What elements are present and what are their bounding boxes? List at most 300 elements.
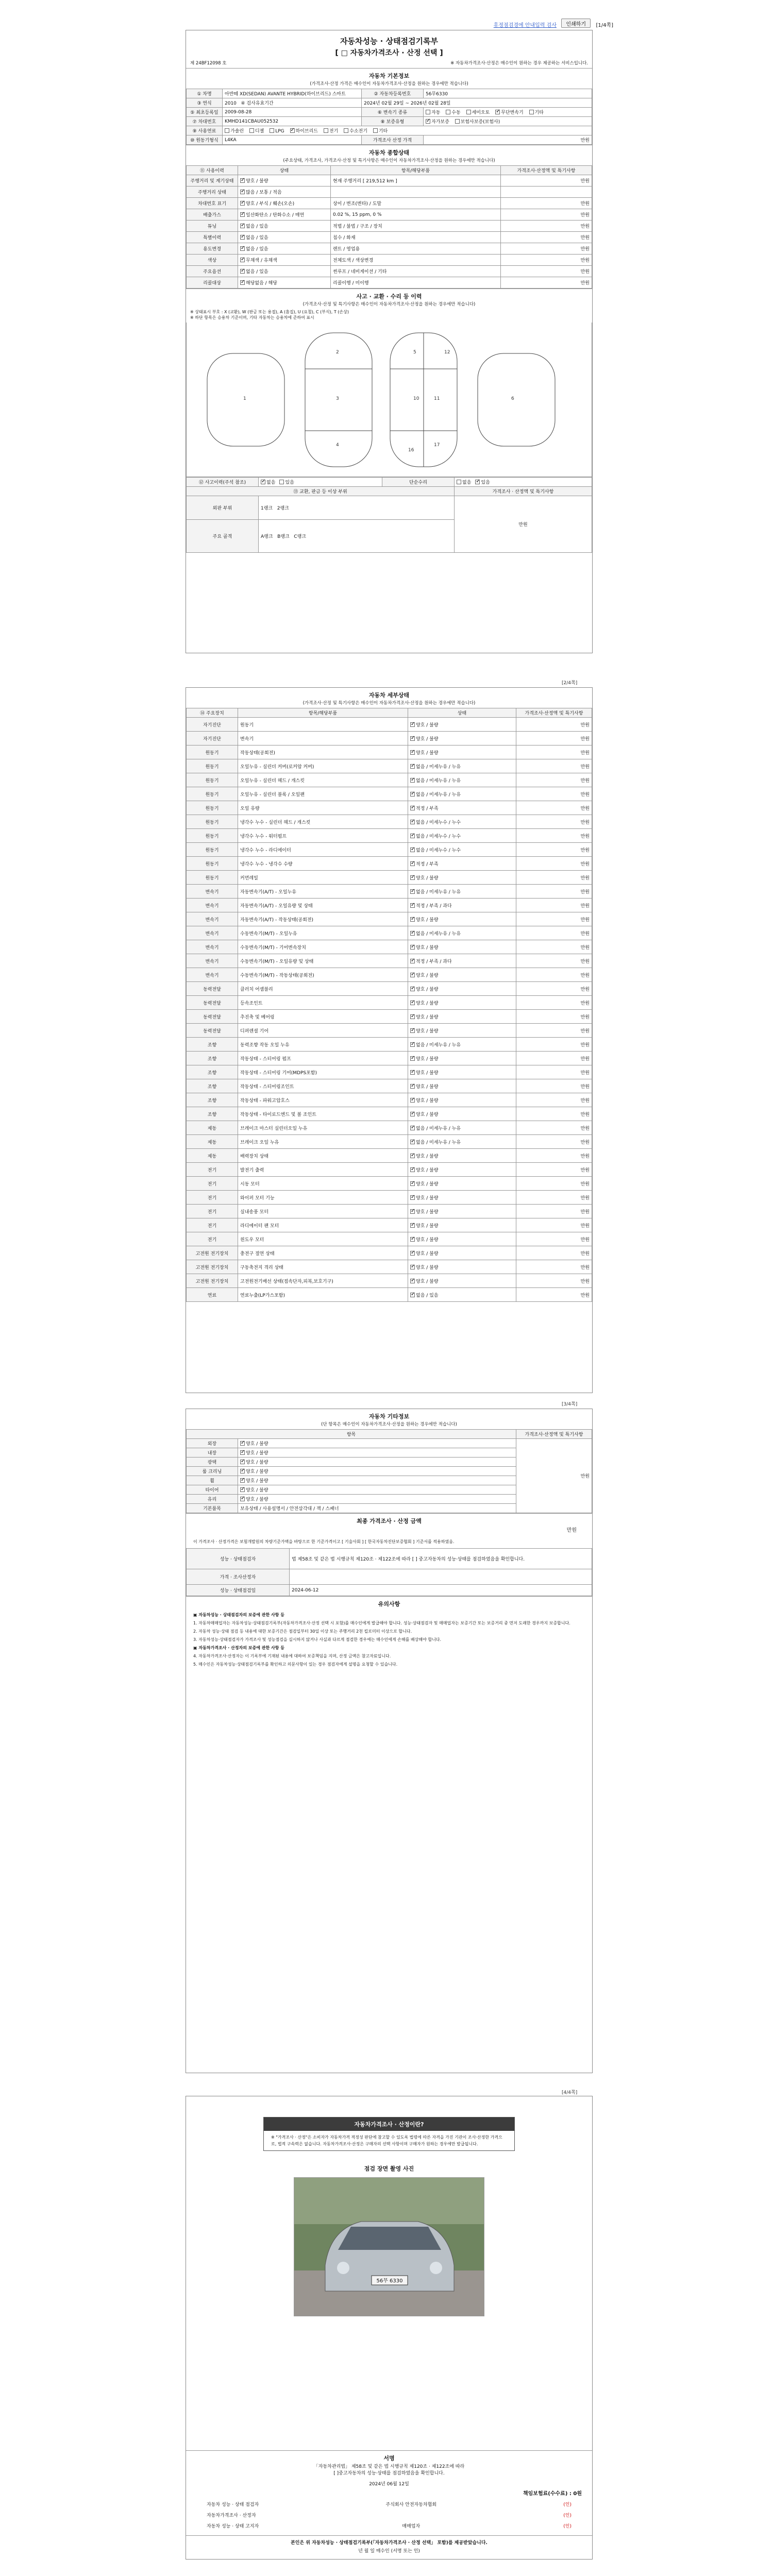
- item-state[interactable]: [408, 1024, 516, 1038]
- checkbox-checked[interactable]: [240, 1478, 245, 1483]
- basic-info-heading: 자동차 기본정보: [186, 68, 592, 80]
- fuel-opt[interactable]: [249, 127, 264, 134]
- checkbox-checked[interactable]: [410, 959, 415, 963]
- col-header: 상태: [408, 708, 516, 718]
- item-state[interactable]: [408, 1163, 516, 1177]
- checkbox-checked[interactable]: [410, 987, 415, 991]
- warranty-opt-insurer[interactable]: [455, 118, 500, 125]
- checkbox-checked[interactable]: [290, 128, 295, 133]
- checkbox-checked[interactable]: [410, 1098, 415, 1103]
- group-state[interactable]: [238, 1458, 516, 1467]
- checkbox-checked[interactable]: [410, 945, 415, 950]
- item-state[interactable]: [408, 718, 516, 732]
- item-label: 시동 모터: [238, 1177, 408, 1191]
- checkbox-checked[interactable]: [410, 764, 415, 769]
- checkbox-checked[interactable]: [410, 973, 415, 977]
- trans-label: ⑥ 변속기 종류: [362, 108, 424, 117]
- table-row: [187, 277, 592, 289]
- reg-no: 56무6330: [424, 89, 592, 98]
- item-state[interactable]: [408, 787, 516, 801]
- row-detail: 상이 / 변조(변타) / 도말: [331, 198, 501, 209]
- table-row: [187, 1107, 592, 1121]
- checkbox-checked[interactable]: [410, 1279, 415, 1283]
- checkbox-checked[interactable]: [410, 1112, 415, 1116]
- item-value: 만원: [516, 787, 592, 801]
- item-state[interactable]: [408, 1107, 516, 1121]
- item-state[interactable]: [408, 871, 516, 885]
- item-label: 수동변속기(M/T) - 오일유량 및 상태: [238, 954, 408, 968]
- checkbox-checked[interactable]: [410, 1154, 415, 1158]
- item-state[interactable]: [408, 1079, 516, 1093]
- stamp: (인): [563, 2502, 572, 2507]
- fuel-opt[interactable]: [373, 127, 388, 134]
- row-value: [501, 187, 592, 198]
- item-state[interactable]: [408, 773, 516, 787]
- item-label: 작동상태(공회전): [238, 745, 408, 759]
- item-label: 자동변속기(A/T) - 오일유량 및 상태: [238, 899, 408, 912]
- item-value: 만원: [516, 1205, 592, 1218]
- checkbox[interactable]: [344, 128, 348, 133]
- checkbox-checked[interactable]: [426, 119, 430, 124]
- checkbox-checked[interactable]: [410, 1140, 415, 1144]
- group-state[interactable]: [238, 1448, 516, 1458]
- item-state[interactable]: [408, 940, 516, 954]
- checkbox-checked[interactable]: [240, 1487, 245, 1492]
- row-state[interactable]: [238, 266, 331, 277]
- spacer: [186, 2316, 592, 2450]
- item-label: 연료누출(LP가스포함): [238, 1288, 408, 1302]
- table-row: [187, 1246, 592, 1260]
- warranty-label: ⑧ 보증유형: [362, 117, 424, 126]
- group-label: 전기: [187, 1177, 238, 1191]
- item-state[interactable]: [408, 899, 516, 912]
- state-text: 없음 / 있음: [416, 1293, 439, 1298]
- role-org: 주식회사 안전자동차협회: [385, 2502, 437, 2507]
- checkbox[interactable]: [529, 110, 534, 114]
- group-state[interactable]: [238, 1495, 516, 1504]
- checkbox-checked[interactable]: [240, 1460, 245, 1464]
- group-label: 유리: [187, 1495, 238, 1504]
- page-3-tag: [3/4쪽]: [562, 1402, 578, 1407]
- photo-heading: 점검 장면 촬영 사진: [364, 2165, 414, 2172]
- group-label: 전기: [187, 1205, 238, 1218]
- checkbox-checked[interactable]: [410, 889, 415, 894]
- item-state[interactable]: [408, 968, 516, 982]
- engine-label: ⑩ 원동기형식: [187, 135, 223, 145]
- group-state[interactable]: [238, 1485, 516, 1495]
- checkbox-checked[interactable]: [410, 736, 415, 741]
- checkbox-checked[interactable]: [410, 931, 415, 936]
- table-row: [187, 885, 592, 899]
- checkbox-checked[interactable]: [240, 224, 245, 228]
- checkbox-checked[interactable]: [240, 246, 245, 251]
- table-row: [187, 1549, 592, 1569]
- row-state[interactable]: [238, 243, 331, 255]
- checkbox-checked[interactable]: [240, 1450, 245, 1455]
- checkbox[interactable]: [279, 480, 284, 484]
- svg-text:6: 6: [511, 396, 514, 401]
- item-label: 오일 유량: [238, 801, 408, 815]
- checkbox[interactable]: [446, 110, 450, 114]
- item-label: 작동상태 - 스티어링 펌프: [238, 1052, 408, 1065]
- item-state[interactable]: [408, 1121, 516, 1135]
- row-state[interactable]: [238, 198, 331, 209]
- item-state[interactable]: [408, 1205, 516, 1218]
- item-label: 냉각수 누수 - 라디에이터: [238, 843, 408, 857]
- rank-2: 2랭크: [277, 506, 289, 511]
- row-label: 용도변경: [187, 243, 238, 255]
- item-state[interactable]: [408, 1246, 516, 1260]
- item-label: 수동변속기(M/T) - 기어변속장치: [238, 940, 408, 954]
- state-text: 양호 / 불량: [246, 1497, 268, 1502]
- checkbox-checked[interactable]: [410, 1223, 415, 1228]
- row-state[interactable]: [238, 175, 331, 187]
- checkbox-checked[interactable]: [410, 792, 415, 796]
- checkbox-checked[interactable]: [240, 190, 245, 194]
- checkbox-checked[interactable]: [410, 1001, 415, 1005]
- opt-none[interactable]: [261, 479, 275, 485]
- state-text: 양호 / 불량: [416, 1181, 439, 1187]
- table-row: [187, 745, 592, 759]
- final-label: 가격 · 조사산정자: [187, 1569, 290, 1585]
- checkbox-checked[interactable]: [410, 750, 415, 755]
- row-label: 주요옵션: [187, 266, 238, 277]
- table-row: [187, 708, 592, 718]
- car-outline-diagram: [187, 323, 593, 477]
- role-label: 자동차가격조사 · 산정자: [207, 2513, 256, 2518]
- table-row: [187, 478, 592, 487]
- valid-label: ④ 검사유효기간: [241, 101, 274, 106]
- row-detail: 현재 주행거리 [ 219,512 km ]: [331, 175, 501, 187]
- checkbox-checked[interactable]: [410, 722, 415, 727]
- row-state[interactable]: [238, 209, 331, 221]
- item-value: 만원: [516, 829, 592, 843]
- print-button[interactable]: 인쇄하기: [561, 19, 591, 28]
- item-state[interactable]: [408, 1149, 516, 1163]
- group-label: 제동: [187, 1149, 238, 1163]
- row-label: 차대번호 표기: [187, 198, 238, 209]
- item-state[interactable]: [408, 815, 516, 829]
- svg-text:10: 10: [413, 396, 419, 401]
- item-state[interactable]: [408, 1093, 516, 1107]
- checkbox-checked[interactable]: [410, 1084, 415, 1089]
- other-table: [186, 1429, 592, 1513]
- role-label: 자동차 성능 · 상태 점검자: [207, 2502, 259, 2507]
- item-value: 만원: [516, 1065, 592, 1079]
- item-state[interactable]: [408, 1274, 516, 1288]
- group-label: 휠: [187, 1476, 238, 1485]
- checkbox-checked[interactable]: [240, 235, 245, 240]
- item-state[interactable]: [408, 912, 516, 926]
- checkbox-checked[interactable]: [240, 1469, 245, 1473]
- basic-info-sub: (가격조사·산정 가격은 매수인이 자동차가격조사·산정을 원하는 경우에만 적습니다): [310, 81, 468, 87]
- item-value: 만원: [516, 1218, 592, 1232]
- other-heading: 자동차 기타정보: [368, 1413, 410, 1420]
- opt-none[interactable]: [457, 479, 471, 485]
- item-state[interactable]: [408, 1177, 516, 1191]
- notes-heading: 유의사항: [186, 1596, 592, 1608]
- checkbox-checked[interactable]: [410, 778, 415, 783]
- table-row: [187, 98, 592, 108]
- checkbox-checked[interactable]: [410, 1042, 415, 1047]
- checkbox[interactable]: [270, 128, 274, 133]
- item-state[interactable]: [408, 1065, 516, 1079]
- rank-1: 1랭크: [261, 506, 273, 511]
- svg-text:5: 5: [413, 350, 416, 355]
- checkbox-checked[interactable]: [240, 280, 245, 285]
- row-detail: 0.02 %, 15 ppm, 0 %: [331, 209, 501, 221]
- table-row: [187, 787, 592, 801]
- checkbox-checked[interactable]: [410, 1181, 415, 1186]
- state-text: 적정 / 부족 / 과다: [416, 959, 452, 964]
- checkbox-checked[interactable]: [240, 269, 245, 274]
- item-label: 냉각수 누수 - 실린더 헤드 / 개스킷: [238, 815, 408, 829]
- state-text: 없음 / 있음: [246, 247, 268, 252]
- item-state[interactable]: [408, 926, 516, 940]
- item-state[interactable]: [408, 1191, 516, 1205]
- engine: L4KA: [223, 135, 362, 145]
- item-value: 만원: [516, 1260, 592, 1274]
- state-text: 무채색 / 유채색: [246, 258, 277, 263]
- table-row: [187, 221, 592, 232]
- checkbox-checked[interactable]: [240, 178, 245, 183]
- checkbox-checked[interactable]: [240, 1441, 245, 1446]
- row-state[interactable]: [238, 277, 331, 289]
- group-label: 조향: [187, 1093, 238, 1107]
- row-label: 주행거리 상태: [187, 187, 238, 198]
- item-label: 오일누유 - 실린더 커버(로커암 커버): [238, 759, 408, 773]
- item-value: 만원: [516, 1093, 592, 1107]
- item-value: 만원: [516, 1052, 592, 1065]
- state-text: 없음 / 미세누유 / 누유: [416, 889, 461, 895]
- checkbox-checked[interactable]: [410, 1195, 415, 1200]
- row-detail: 적법 / 불법 / 구조 / 장치: [331, 221, 501, 232]
- item-state[interactable]: [408, 954, 516, 968]
- checkbox-checked[interactable]: [240, 201, 245, 206]
- checkbox-checked[interactable]: [410, 917, 415, 922]
- final-label: 성능 · 상태점검일: [187, 1585, 290, 1596]
- row-label: 주행거리 및 계기상태: [187, 175, 238, 187]
- group-label: 변속기: [187, 885, 238, 899]
- item-state[interactable]: [408, 1010, 516, 1024]
- group-label: 변속기: [187, 968, 238, 982]
- row-state[interactable]: [238, 255, 331, 266]
- group-label: 광택: [187, 1458, 238, 1467]
- item-state[interactable]: [408, 1038, 516, 1052]
- row-value: 만원: [501, 277, 592, 289]
- sign-row: [186, 2499, 592, 2510]
- item-state[interactable]: [408, 759, 516, 773]
- state-text: 양호 / 불량: [416, 1251, 439, 1257]
- group-label: 전기: [187, 1218, 238, 1232]
- table-row: [187, 1052, 592, 1065]
- item-state[interactable]: [408, 829, 516, 843]
- checkbox-checked[interactable]: [410, 903, 415, 908]
- page-number: [1/4쪽]: [596, 23, 613, 28]
- price-unit: 만원: [424, 135, 592, 145]
- checkbox[interactable]: [249, 128, 254, 133]
- accident-options: [259, 478, 382, 487]
- state-text: 양호 / 불량: [416, 1223, 439, 1229]
- checkbox-checked[interactable]: [410, 1265, 415, 1269]
- checkbox-checked[interactable]: [410, 1014, 415, 1019]
- item-state[interactable]: [408, 801, 516, 815]
- fuel-opt[interactable]: [344, 127, 367, 134]
- table-row: [187, 968, 592, 982]
- item-value: 만원: [516, 1024, 592, 1038]
- checkbox-checked[interactable]: [410, 1209, 415, 1214]
- final-label: 성능 · 상태점검자: [187, 1549, 290, 1569]
- group-label: 원동기: [187, 829, 238, 843]
- item-state[interactable]: [408, 857, 516, 871]
- basic-items: 보유상태 / 사용설명서 / 안전삼각대 / 잭 / 스패너: [238, 1504, 516, 1513]
- opt-yes[interactable]: [475, 479, 490, 485]
- reg-label: ② 자동차등록번호: [362, 89, 424, 98]
- table-row: [187, 912, 592, 926]
- detail-table: [186, 708, 592, 1302]
- row-state[interactable]: [238, 232, 331, 243]
- row-label: 색상: [187, 255, 238, 266]
- checkbox-checked[interactable]: [410, 1251, 415, 1256]
- checkbox-checked[interactable]: [410, 861, 415, 866]
- notes-p2: 2. 자동차 성능·상태 점검 등 내용에 대한 보증기간은 점검일부터 30일 이상 또는 주행거리 2천 킬로미터 이상으로 합니다.: [193, 1629, 412, 1634]
- fuel-opt[interactable]: [324, 127, 338, 134]
- col-header: 가격조사·산정액 및 특기사항: [501, 166, 592, 175]
- item-state[interactable]: [408, 745, 516, 759]
- checkbox-checked[interactable]: [475, 480, 480, 484]
- checkbox[interactable]: [455, 119, 460, 124]
- state-text: 적정 / 부족: [416, 861, 439, 867]
- warranty-opt-self[interactable]: [426, 118, 449, 125]
- item-value: 만원: [516, 1038, 592, 1052]
- table-row: [187, 1218, 592, 1232]
- sign-fee: 책임보험료(수수료) : 0원: [523, 2491, 582, 2497]
- checkbox-checked[interactable]: [240, 258, 245, 262]
- item-value: 만원: [516, 885, 592, 899]
- col-header: ⑪ 사용이력: [187, 166, 238, 175]
- group-state[interactable]: [238, 1476, 516, 1485]
- rank-c: C랭크: [294, 534, 306, 539]
- opt-label: 세미오토: [472, 110, 490, 115]
- guide-link[interactable]: 휴정점검경에 안내입력 검사: [493, 23, 557, 28]
- fuel-opt[interactable]: [225, 127, 244, 134]
- role-org: 매매업자: [402, 2524, 421, 2529]
- state-text: 양호 / 불량: [246, 179, 268, 184]
- item-state[interactable]: [408, 1052, 516, 1065]
- car-name: 아반떼 XD(SEDAN) AVANTE HYBRID(하이브리드) 스마트: [223, 89, 362, 98]
- checkbox-checked[interactable]: [410, 1237, 415, 1242]
- checkbox-checked[interactable]: [410, 875, 415, 880]
- state-text: 많음 / 보통 / 적음: [246, 190, 282, 195]
- checkbox-checked[interactable]: [240, 1497, 245, 1501]
- checkbox-checked[interactable]: [410, 1028, 415, 1033]
- table-row: [187, 1569, 592, 1585]
- table-row: [187, 1288, 592, 1302]
- item-state[interactable]: [408, 885, 516, 899]
- sign-date: 2024년 06월 12일: [369, 2482, 409, 2487]
- checkbox-checked[interactable]: [410, 1167, 415, 1172]
- state-text: 없음 / 미세누유 / 누유: [416, 931, 461, 937]
- item-label: 커먼레일: [238, 871, 408, 885]
- doc-subtitle: [ □ 자동차가격조사 · 산정 선택 ]: [335, 49, 443, 57]
- state-text: 양호 / 불량: [416, 1056, 439, 1062]
- checkbox-checked[interactable]: [410, 806, 415, 810]
- trans-opt-auto[interactable]: [426, 109, 440, 115]
- fuel-opt[interactable]: [290, 127, 318, 134]
- checkbox-checked[interactable]: [410, 834, 415, 838]
- checkbox[interactable]: [426, 110, 430, 114]
- item-state[interactable]: [408, 996, 516, 1010]
- trans-opt-manual[interactable]: [446, 109, 460, 115]
- page-4: [186, 2096, 593, 2560]
- group-label: 조향: [187, 1079, 238, 1093]
- checkbox-checked[interactable]: [410, 1070, 415, 1075]
- checkbox-checked[interactable]: [410, 1293, 415, 1297]
- checkbox[interactable]: [225, 128, 229, 133]
- table-row: [187, 89, 592, 98]
- state-text: 양호 / 불량: [416, 1084, 439, 1090]
- table-row: [187, 1439, 592, 1448]
- checkbox-checked[interactable]: [495, 110, 500, 114]
- checkbox-checked[interactable]: [240, 212, 245, 217]
- opt-label: 수동: [451, 110, 461, 115]
- trans-opt-semi[interactable]: [466, 109, 490, 115]
- svg-text:3: 3: [336, 396, 339, 401]
- checkbox[interactable]: [324, 128, 328, 133]
- part-label: ⑬ 교환, 판금 등 이상 부위: [187, 487, 455, 496]
- row-state[interactable]: [238, 187, 331, 198]
- state-text: 양호 / 불량: [416, 875, 439, 881]
- group-state[interactable]: [238, 1467, 516, 1476]
- item-state[interactable]: [408, 1135, 516, 1149]
- opt-label: 기타: [534, 110, 544, 115]
- row-value: 만원: [501, 175, 592, 187]
- fuel-opt[interactable]: [270, 128, 284, 134]
- checkbox-checked[interactable]: [410, 1056, 415, 1061]
- item-state[interactable]: [408, 1260, 516, 1274]
- checkbox-checked[interactable]: [410, 848, 415, 852]
- checkbox[interactable]: [457, 480, 461, 484]
- item-value: 만원: [516, 1246, 592, 1260]
- checkbox-checked[interactable]: [410, 1126, 415, 1130]
- checkbox[interactable]: [466, 110, 471, 114]
- group-label: 원동기: [187, 773, 238, 787]
- table-row: [187, 1177, 592, 1191]
- item-state[interactable]: [408, 843, 516, 857]
- state-text: 양호 / 불량: [416, 750, 439, 756]
- item-value: 만원: [516, 857, 592, 871]
- opt-yes[interactable]: [279, 479, 294, 485]
- item-state[interactable]: [408, 1218, 516, 1232]
- year-label: ③ 연식: [187, 98, 223, 108]
- opt-label: 수소전기: [349, 129, 367, 134]
- row-value: 만원: [501, 209, 592, 221]
- col-header: 항목/해당부품: [331, 166, 501, 175]
- trans-opt-cvt[interactable]: [495, 109, 523, 115]
- item-state[interactable]: [408, 982, 516, 996]
- item-state[interactable]: [408, 1232, 516, 1246]
- checkbox-checked[interactable]: [410, 820, 415, 824]
- checkbox-checked[interactable]: [261, 480, 265, 484]
- item-state[interactable]: [408, 1288, 516, 1302]
- row-state[interactable]: [238, 221, 331, 232]
- checkbox[interactable]: [373, 128, 378, 133]
- table-row: [187, 1079, 592, 1093]
- item-state[interactable]: [408, 732, 516, 745]
- group-state[interactable]: [238, 1439, 516, 1448]
- trans-opt-etc[interactable]: [529, 109, 544, 115]
- item-label: 변속기: [238, 732, 408, 745]
